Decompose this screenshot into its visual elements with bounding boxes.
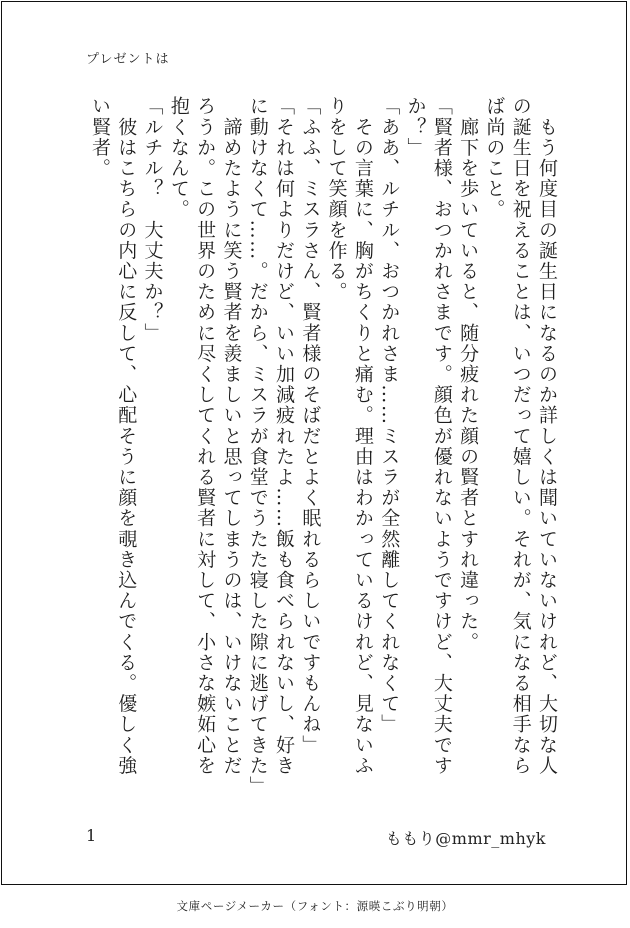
paragraph: 「ルチル？ 大丈夫か？」 bbox=[141, 96, 164, 344]
paragraph: 「ふふ、ミスラさん、賢者様のそばだとよく眠れるらしいですもんね」 bbox=[299, 96, 322, 756]
paragraph: 「ああ、ルチル、おつかれさま……ミスラが全然離してくれなくて」 bbox=[378, 96, 401, 735]
page-frame bbox=[1, 1, 627, 885]
author-credit: ももり@mmr_mhyk bbox=[385, 829, 546, 848]
page-number: 1 bbox=[86, 826, 97, 845]
paragraph: 「それは何よりだけど、いい加減疲れたよ……飯も食べられないし、好きに動けなくて……。だから、ミスラが食堂でうたた寝した隙に逃げてきた」 bbox=[246, 96, 296, 796]
paragraph: 「賢者様、おつかれさまです。顔色が優れないようですけど、大丈夫ですか？」 bbox=[404, 96, 453, 776]
paragraph: 彼はこちらの内心に反して、心配そうに顔を覗き込んでくる。優しく強い賢者。 bbox=[88, 96, 138, 776]
page-title: プレゼントは bbox=[86, 52, 170, 67]
vertical-text-body bbox=[64, 96, 560, 796]
paragraph: 廊下を歩いていると、随分疲れた顔の賢者とすれ違った。 bbox=[457, 96, 480, 653]
footer-caption: 文庫ページメーカー（フォント：源暎こぶり明朝） bbox=[176, 899, 454, 913]
paragraph: その言葉に、胸がちくりと痛む。理由はわかっているけれど、見ないふりをして笑顔を作る。 bbox=[325, 96, 374, 776]
paragraph: 諦めたように笑う賢者を羨ましいと思ってしまうのは、いけないことだろうか。この世界のために尽くしてくれる賢者に対して、小さな嫉妬心を抱くなんて。 bbox=[167, 96, 243, 776]
paragraph: もう何度目の誕生日になるのか詳しくは聞いていないけれど、大切な人の誕生日を祝えることは、いつだって嬉しい。それが、気になる相手ならば尚のこと。 bbox=[483, 96, 558, 776]
